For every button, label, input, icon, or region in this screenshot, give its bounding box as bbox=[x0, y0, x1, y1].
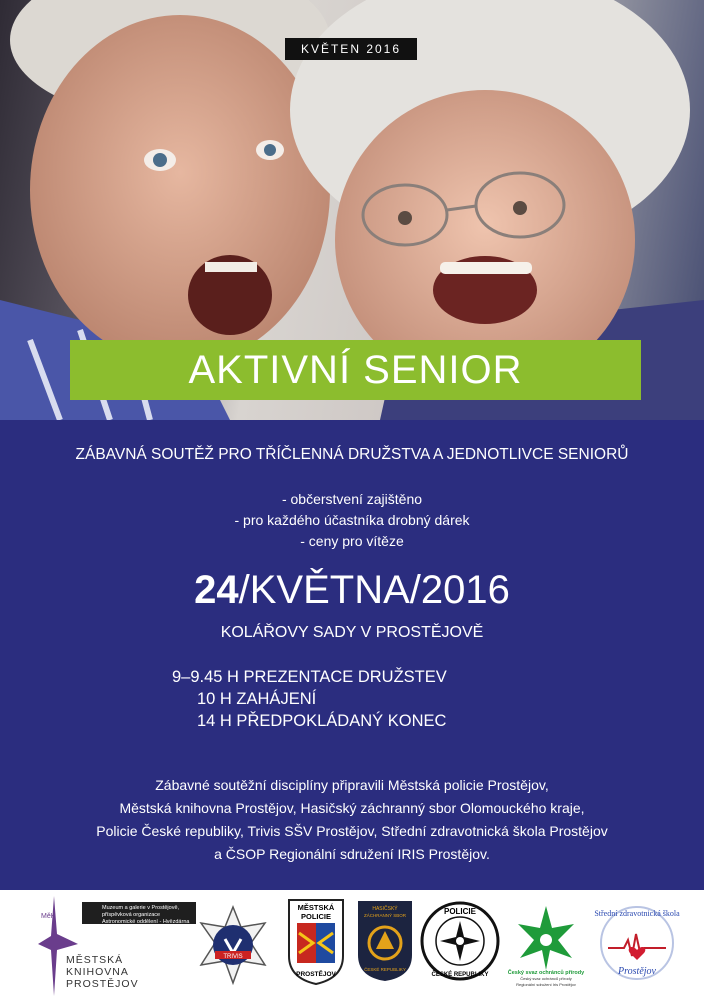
csop-line3: Regionální sdružení Iris Prostějov bbox=[516, 982, 576, 987]
csop-line1: Český svaz ochránců přírody bbox=[507, 970, 585, 976]
szs-line1: Střední zdravotnická škola bbox=[594, 909, 680, 918]
schedule-item: 9–9.45 H PREZENTACE DRUŽSTEV bbox=[172, 668, 447, 686]
credits-line: Městská knihovna Prostějov, Hasičský záchranný sbor Olomouckého kraje, bbox=[119, 800, 585, 816]
mp-line1: MĚSTSKÁ bbox=[297, 903, 335, 912]
credits-line: Policie České republiky, Trivis SŠV Prostějov, Střední zdravotnická škola Prostějov bbox=[96, 823, 608, 839]
event-venue: KOLÁŘOVY SADY V PROSTĚJOVĚ bbox=[220, 624, 484, 641]
bullet-list bbox=[0, 489, 704, 552]
logo-policie-cr bbox=[420, 899, 500, 983]
hero-photo bbox=[0, 0, 704, 420]
policie-bottom: ČESKÉ REPUBLIKY bbox=[431, 972, 489, 978]
logo-mestska-policie bbox=[287, 898, 345, 986]
page-title: AKTIVNÍ SENIOR bbox=[70, 340, 641, 400]
bullet-item: - občerstvení zajištěno bbox=[281, 491, 423, 507]
csop-line2: Český svaz ochránců přírody bbox=[520, 976, 572, 981]
logo-csop bbox=[506, 898, 586, 988]
logo-hvezdarna bbox=[82, 902, 196, 924]
bullet-item: - pro každého účastníka drobný dárek bbox=[234, 512, 470, 528]
organizers-credits bbox=[0, 774, 704, 866]
bullet-item: - ceny pro vítěze bbox=[300, 533, 404, 549]
knihovna-line: MĚSTSKÁ bbox=[66, 954, 124, 966]
hzs-line3: ČESKÉ REPUBLIKY bbox=[364, 967, 406, 972]
date-badge: KVĚTEN 2016 bbox=[285, 38, 417, 60]
credits-line: Zábavné soutěžní disciplíny připravili Městská policie Prostějov, bbox=[155, 777, 549, 793]
astro-line: Muzeum a galerie v Prostějově, příspěvková organizace bbox=[102, 905, 180, 918]
credits-line: a ČSOP Regionální sdružení IRIS Prostějov. bbox=[214, 846, 490, 862]
subtitle: ZÁBAVNÁ SOUTĚŽ PRO TŘÍČLENNÁ DRUŽSTVA A JEDNOTLIVCE SENIORŮ bbox=[75, 446, 629, 463]
knihovna-name bbox=[66, 954, 139, 990]
schedule bbox=[172, 666, 447, 732]
knihovna-line: PROSTĚJOV bbox=[66, 978, 139, 990]
event-date bbox=[0, 568, 704, 613]
trivis-label: TRIVIS bbox=[223, 954, 243, 960]
mp-line2: POLICIE bbox=[300, 912, 332, 921]
policie-top: POLICIE bbox=[443, 907, 477, 916]
knihovna-abbr: MěK bbox=[41, 913, 56, 920]
knihovna-line: KNIHOVNA bbox=[66, 966, 129, 978]
schedule-item: 14 H PŘEDPOKLÁDANÝ KONEC bbox=[197, 712, 447, 730]
logo-trivis bbox=[195, 905, 271, 985]
hzs-line2: ZÁCHRANNÝ SBOR bbox=[363, 913, 407, 918]
mp-line3: PROSTĚJOV bbox=[296, 971, 336, 978]
logo-stredni-zdravotnicka-skola bbox=[592, 898, 682, 988]
hzs-line1: HASIČSKÝ bbox=[372, 906, 398, 912]
szs-line2: Prostějov bbox=[618, 966, 656, 977]
partner-logos bbox=[0, 890, 704, 1000]
event-day: 24 bbox=[194, 568, 239, 612]
logo-hasicsky-zachranny-sbor bbox=[356, 899, 414, 983]
event-month-year: /KVĚTNA/2016 bbox=[238, 568, 510, 612]
astro-line: Astronomické oddělení - Hvězdárna bbox=[102, 919, 190, 925]
schedule-item: 10 H ZAHÁJENÍ bbox=[197, 690, 317, 708]
info-panel bbox=[0, 420, 704, 890]
